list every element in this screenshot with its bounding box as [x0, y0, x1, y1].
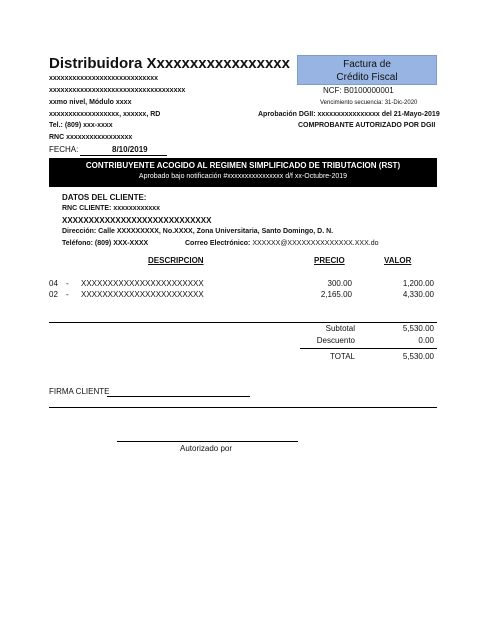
fecha-value: 8/10/2019	[112, 145, 148, 154]
vencimiento: Vencimiento secuencia: 31-Dic-2020	[320, 100, 418, 106]
address-line-3: xxmo nivel, Módulo xxxx	[49, 99, 132, 106]
address-line-4: xxxxxxxxxxxxxxxxxx, xxxxxx, RD	[49, 111, 161, 118]
total-value: 5,530.00	[402, 352, 434, 361]
address-line-1: xxxxxxxxxxxxxxxxxxxxxxxxxxxx	[49, 75, 159, 82]
client-address: Dirección: Calle XXXXXXXXX, No.XXXX, Zona Universitaria, Santo Domingo, D. N.	[62, 228, 334, 235]
rst-band-title: CONTRIBUYENTE ACOGIDO AL REGIMEN SIMPLIFICADO DE TRIBUTACION (RST)	[85, 161, 401, 170]
ncf: NCF: B0100000001	[323, 86, 394, 95]
row-2-valor: 4,330.00	[402, 290, 434, 299]
autorizado-line	[117, 441, 298, 442]
descuento-label: Descuento	[316, 336, 355, 345]
invoice-type-box	[297, 55, 437, 85]
row-2-dash: -	[66, 290, 69, 299]
aprobacion-dgii: Aprobación DGII: xxxxxxxxxxxxxxxx del 21-Mayo-2019	[258, 111, 440, 118]
header-precio: PRECIO	[314, 256, 345, 265]
autorizado-por: Autorizado por	[180, 444, 233, 453]
client-title: DATOS DEL CLIENTE:	[62, 193, 147, 202]
firma-cliente-label: FIRMA CLIENTE	[49, 387, 110, 396]
row-2-qty: 02	[49, 290, 58, 299]
subtotal-value: 5,530.00	[402, 324, 434, 333]
header-descripcion: DESCRIPCION	[148, 256, 204, 265]
address-line-2: xxxxxxxxxxxxxxxxxxxxxxxxxxxxxxxxxxx	[49, 87, 186, 94]
company-name: Distribuidora Xxxxxxxxxxxxxxxxx	[49, 55, 290, 72]
firma-cliente-line	[107, 396, 250, 397]
fecha-label: FECHA:	[49, 145, 79, 154]
header-valor: VALOR	[384, 256, 412, 265]
total-label: TOTAL	[329, 352, 355, 361]
rst-band-subtitle: Aprobado bajo notificación #xxxxxxxxxxxxxxxx d/f xx-Octubre-2019	[138, 173, 348, 180]
rst-band	[49, 158, 437, 187]
row-1-precio: 300.00	[327, 279, 352, 288]
descuento-value: 0.00	[418, 336, 434, 345]
client-email-label: Correo Electrónico:	[185, 240, 251, 247]
comprobante-autorizado: COMPROBANTE AUTORIZADO POR DGII	[298, 122, 436, 129]
client-rnc: RNC CLIENTE: xxxxxxxxxxxx	[62, 205, 161, 212]
client-name: XXXXXXXXXXXXXXXXXXXXXXXXXXXX	[62, 216, 212, 225]
rnc: RNC xxxxxxxxxxxxxxxxx	[49, 134, 133, 141]
row-1-valor: 1,200.00	[402, 279, 434, 288]
fecha-underline	[80, 155, 167, 156]
table-divider	[49, 322, 437, 323]
row-1-qty: 04	[49, 279, 58, 288]
telephone: Tel.: (809) xxx-xxxx	[49, 122, 113, 129]
invoice-type-line-1: Factura de	[343, 59, 391, 70]
subtotal-label: Subtotal	[325, 324, 355, 333]
row-2-description: XXXXXXXXXXXXXXXXXXXXXXX	[81, 290, 204, 299]
client-telephone: Teléfono: (809) XXX-XXXX	[62, 240, 149, 247]
invoice-type-line-2: Crédito Fiscal	[336, 72, 398, 83]
firma-divider	[49, 407, 437, 408]
row-1-dash: -	[66, 279, 69, 288]
totals-divider	[300, 348, 437, 349]
row-1-description: XXXXXXXXXXXXXXXXXXXXXXX	[81, 279, 204, 288]
client-email	[185, 240, 378, 247]
row-2-precio: 2,165.00	[320, 290, 352, 299]
client-email-value: XXXXXX@XXXXXXXXXXXXXX.XXX.do	[252, 240, 379, 247]
